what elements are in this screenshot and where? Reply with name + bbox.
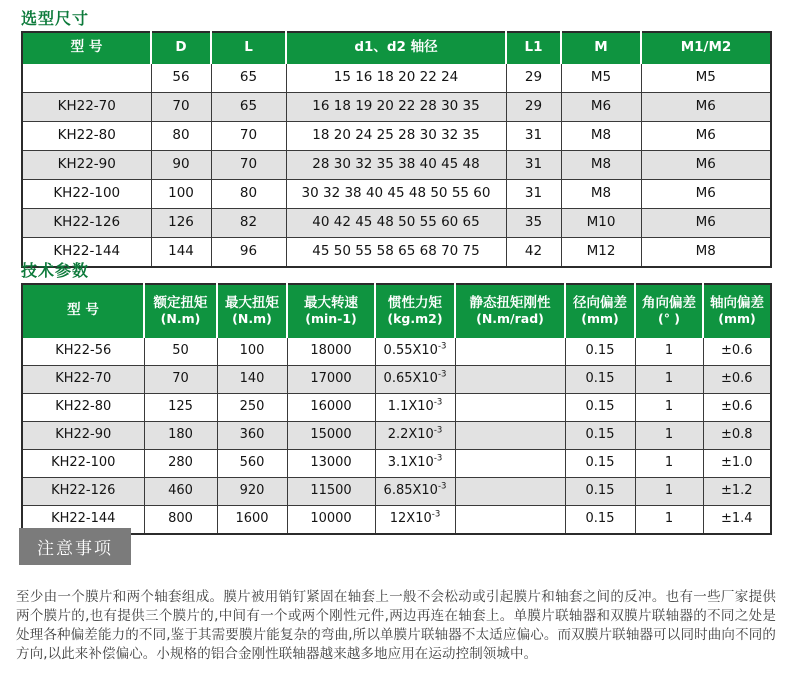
cell-l: 65 bbox=[211, 64, 286, 93]
cell-shaft-diameters: 28 30 32 35 38 40 45 48 bbox=[286, 151, 506, 180]
table-row bbox=[22, 122, 771, 151]
inertia-exponent: -3 bbox=[437, 369, 447, 380]
cell-max-speed: 16000 bbox=[287, 394, 375, 422]
column-header-model: 型 号 bbox=[22, 32, 151, 64]
table-row bbox=[22, 180, 771, 209]
column-header-shaft-diameters: d1、d2 轴径 bbox=[286, 32, 506, 64]
column-header-name: 轴向偏差 bbox=[710, 294, 764, 311]
sizing-dimensions-table bbox=[21, 31, 772, 268]
cell-shaft-diameters: 45 50 55 58 65 68 70 75 bbox=[286, 238, 506, 268]
column-header-name: 额定扭矩 bbox=[153, 294, 208, 311]
cell-rated-torque: 460 bbox=[144, 478, 217, 506]
cell-rated-torque: 70 bbox=[144, 366, 217, 394]
technical-parameters-table bbox=[21, 283, 772, 535]
cell-shaft-diameters: 40 42 45 48 50 55 60 65 bbox=[286, 209, 506, 238]
column-header-l: L bbox=[211, 32, 286, 64]
column-header-unit: (N.m) bbox=[160, 311, 201, 327]
table-row bbox=[22, 238, 771, 268]
cell-max-torque: 140 bbox=[217, 366, 287, 394]
cell-shaft-diameters: 18 20 24 25 28 30 32 35 bbox=[286, 122, 506, 151]
column-header-static-torque-rigidity bbox=[455, 284, 565, 338]
column-header-l1: L1 bbox=[506, 32, 561, 64]
cell-shaft-diameters: 30 32 38 40 45 48 50 55 60 bbox=[286, 180, 506, 209]
cell-m: M8 bbox=[561, 180, 641, 209]
column-header-unit: (mm) bbox=[718, 311, 756, 327]
cell-d: 90 bbox=[151, 151, 211, 180]
cell-model: KH22-90 bbox=[22, 151, 151, 180]
column-header-max-speed bbox=[287, 284, 375, 338]
cell-inertia: $2.2X10^{-3}$ bbox=[375, 422, 455, 450]
cell-static-torque-rigidity bbox=[455, 422, 565, 450]
table-row bbox=[22, 366, 771, 394]
cell-rated-torque: 50 bbox=[144, 338, 217, 366]
cell-m1-m2: M8 bbox=[641, 238, 771, 268]
cell-max-speed: 11500 bbox=[287, 478, 375, 506]
cell-l1: 31 bbox=[506, 180, 561, 209]
column-header-radial-deviation bbox=[565, 284, 635, 338]
cell-max-torque: 1600 bbox=[217, 506, 287, 535]
cell-static-torque-rigidity bbox=[455, 478, 565, 506]
cell-angular-deviation: 1 bbox=[635, 450, 703, 478]
cell-m: M8 bbox=[561, 122, 641, 151]
cell-model bbox=[22, 64, 151, 93]
cell-l1: 35 bbox=[506, 209, 561, 238]
column-header-m1-m2: M1/M2 bbox=[641, 32, 771, 64]
cell-model: KH22-100 bbox=[22, 450, 144, 478]
cell-m1-m2: M5 bbox=[641, 64, 771, 93]
cell-d: 56 bbox=[151, 64, 211, 93]
section-title-sizing: 选型尺寸 bbox=[21, 9, 90, 28]
params-table-body bbox=[22, 338, 771, 535]
cell-m1-m2: M6 bbox=[641, 93, 771, 122]
cell-inertia: $12X10^{-3}$ bbox=[375, 506, 455, 535]
cell-l1: 31 bbox=[506, 151, 561, 180]
cell-radial-deviation: 0.15 bbox=[565, 366, 635, 394]
table-row bbox=[22, 93, 771, 122]
column-header-unit: (min-1) bbox=[305, 311, 357, 327]
table-row bbox=[22, 338, 771, 366]
cell-angular-deviation: 1 bbox=[635, 422, 703, 450]
cell-l1: 29 bbox=[506, 64, 561, 93]
cell-radial-deviation: 0.15 bbox=[565, 450, 635, 478]
column-header-name: 最大转速 bbox=[304, 294, 358, 311]
column-header-unit: (N.m) bbox=[232, 311, 272, 327]
column-header-model bbox=[22, 284, 144, 338]
cell-max-torque: 100 bbox=[217, 338, 287, 366]
column-header-unit: (N.m/rad) bbox=[476, 311, 544, 327]
cell-l: 70 bbox=[211, 122, 286, 151]
notice-body-text: 至少由一个膜片和两个轴套组成。膜片被用销钉紧固在轴套上一般不会松动或引起膜片和轴套之间的反冲。也有一些厂家提供两个膜片的,也有提供三个膜片的,中间有一个或两个刚性元件,两边再连在轴套上。单膜片联轴器和双膜片联轴器的不同之处是处理各种偏差能力的不同,鉴于其需要膜片能复杂的弯曲,所以单膜片联轴器不太适应偏心。而双膜片联轴器可以同时曲向不同的方向,以此来补偿偏心。小规格的铝合金刚性联轴器越来越多地应用在运动控制领城中。 bbox=[16, 588, 776, 662]
cell-inertia: $1.1X10^{-3}$ bbox=[375, 394, 455, 422]
inertia-exponent: -3 bbox=[433, 453, 443, 464]
cell-angular-deviation: 1 bbox=[635, 394, 703, 422]
cell-inertia: $0.55X10^{-3}$ bbox=[375, 338, 455, 366]
cell-model: KH22-70 bbox=[22, 366, 144, 394]
section-title-technical-parameters: 技术参数 bbox=[21, 261, 90, 280]
table-row bbox=[22, 394, 771, 422]
cell-angular-deviation: 1 bbox=[635, 506, 703, 535]
column-header-name: 最大扭矩 bbox=[225, 294, 279, 311]
table-header-row bbox=[22, 284, 771, 338]
column-header-unit: (kg.m2) bbox=[387, 311, 443, 327]
cell-shaft-diameters: 16 18 19 20 22 28 30 35 bbox=[286, 93, 506, 122]
inertia-exponent: -3 bbox=[433, 425, 443, 436]
cell-l1: 42 bbox=[506, 238, 561, 268]
cell-model: KH22-126 bbox=[22, 478, 144, 506]
cell-m: M10 bbox=[561, 209, 641, 238]
cell-m: M12 bbox=[561, 238, 641, 268]
cell-angular-deviation: 1 bbox=[635, 478, 703, 506]
cell-m: M5 bbox=[561, 64, 641, 93]
column-header-inertia bbox=[375, 284, 455, 338]
cell-d: 144 bbox=[151, 238, 211, 268]
cell-axial-deviation: ±1.4 bbox=[703, 506, 771, 535]
cell-rated-torque: 800 bbox=[144, 506, 217, 535]
column-header-unit: (mm) bbox=[581, 311, 619, 327]
column-header-name: 型 号 bbox=[67, 302, 99, 319]
cell-l1: 29 bbox=[506, 93, 561, 122]
cell-d: 126 bbox=[151, 209, 211, 238]
cell-d: 70 bbox=[151, 93, 211, 122]
cell-max-speed: 10000 bbox=[287, 506, 375, 535]
column-header-unit: (° ) bbox=[657, 311, 681, 327]
cell-inertia: $3.1X10^{-3}$ bbox=[375, 450, 455, 478]
cell-l1: 31 bbox=[506, 122, 561, 151]
column-header-m: M bbox=[561, 32, 641, 64]
cell-axial-deviation: ±0.8 bbox=[703, 422, 771, 450]
column-header-name: 静态扭矩刚性 bbox=[469, 294, 551, 311]
cell-rated-torque: 125 bbox=[144, 394, 217, 422]
table-row bbox=[22, 478, 771, 506]
column-header-d: D bbox=[151, 32, 211, 64]
cell-static-torque-rigidity bbox=[455, 394, 565, 422]
table-row bbox=[22, 506, 771, 535]
cell-axial-deviation: ±1.0 bbox=[703, 450, 771, 478]
inertia-exponent: -3 bbox=[431, 509, 441, 520]
cell-static-torque-rigidity bbox=[455, 450, 565, 478]
cell-inertia: $0.65X10^{-3}$ bbox=[375, 366, 455, 394]
cell-m: M8 bbox=[561, 151, 641, 180]
table-header-row bbox=[22, 32, 771, 64]
cell-radial-deviation: 0.15 bbox=[565, 422, 635, 450]
cell-model: KH22-144 bbox=[22, 506, 144, 535]
cell-d: 100 bbox=[151, 180, 211, 209]
column-header-max-torque bbox=[217, 284, 287, 338]
cell-model: KH22-144 bbox=[22, 238, 151, 268]
column-header-rated-torque bbox=[144, 284, 217, 338]
inertia-exponent: -3 bbox=[433, 397, 443, 408]
cell-m1-m2: M6 bbox=[641, 122, 771, 151]
cell-shaft-diameters: 15 16 18 20 22 24 bbox=[286, 64, 506, 93]
cell-l: 65 bbox=[211, 93, 286, 122]
cell-model: KH22-80 bbox=[22, 394, 144, 422]
table-row bbox=[22, 450, 771, 478]
cell-max-torque: 250 bbox=[217, 394, 287, 422]
cell-model: KH22-90 bbox=[22, 422, 144, 450]
cell-radial-deviation: 0.15 bbox=[565, 394, 635, 422]
cell-max-speed: 13000 bbox=[287, 450, 375, 478]
cell-inertia: $6.85X10^{-3}$ bbox=[375, 478, 455, 506]
cell-rated-torque: 180 bbox=[144, 422, 217, 450]
cell-axial-deviation: ±0.6 bbox=[703, 394, 771, 422]
cell-l: 96 bbox=[211, 238, 286, 268]
cell-model: KH22-100 bbox=[22, 180, 151, 209]
cell-max-speed: 17000 bbox=[287, 366, 375, 394]
table-row bbox=[22, 209, 771, 238]
cell-m1-m2: M6 bbox=[641, 180, 771, 209]
column-header-name: 惯性力矩 bbox=[388, 294, 442, 311]
cell-max-speed: 18000 bbox=[287, 338, 375, 366]
cell-static-torque-rigidity bbox=[455, 366, 565, 394]
cell-max-speed: 15000 bbox=[287, 422, 375, 450]
cell-l: 82 bbox=[211, 209, 286, 238]
cell-d: 80 bbox=[151, 122, 211, 151]
cell-model: KH22-56 bbox=[22, 338, 144, 366]
cell-axial-deviation: ±1.2 bbox=[703, 478, 771, 506]
cell-angular-deviation: 1 bbox=[635, 366, 703, 394]
table-row bbox=[22, 151, 771, 180]
cell-max-torque: 360 bbox=[217, 422, 287, 450]
column-header-name: 角向偏差 bbox=[642, 294, 696, 311]
cell-l: 70 bbox=[211, 151, 286, 180]
cell-radial-deviation: 0.15 bbox=[565, 478, 635, 506]
cell-static-torque-rigidity bbox=[455, 338, 565, 366]
cell-m: M6 bbox=[561, 93, 641, 122]
cell-radial-deviation: 0.15 bbox=[565, 506, 635, 535]
column-header-axial-deviation bbox=[703, 284, 771, 338]
cell-model: KH22-126 bbox=[22, 209, 151, 238]
cell-static-torque-rigidity bbox=[455, 506, 565, 535]
cell-max-torque: 560 bbox=[217, 450, 287, 478]
cell-l: 80 bbox=[211, 180, 286, 209]
table-row bbox=[22, 64, 771, 93]
cell-axial-deviation: ±0.6 bbox=[703, 338, 771, 366]
cell-radial-deviation: 0.15 bbox=[565, 338, 635, 366]
cell-angular-deviation: 1 bbox=[635, 338, 703, 366]
cell-model: KH22-70 bbox=[22, 93, 151, 122]
inertia-exponent: -3 bbox=[437, 341, 447, 352]
cell-max-torque: 920 bbox=[217, 478, 287, 506]
cell-model: KH22-80 bbox=[22, 122, 151, 151]
sizing-table-body bbox=[22, 64, 771, 268]
cell-rated-torque: 280 bbox=[144, 450, 217, 478]
inertia-exponent: -3 bbox=[437, 481, 447, 492]
notice-badge: 注意事项 bbox=[19, 528, 131, 565]
table-row bbox=[22, 422, 771, 450]
cell-m1-m2: M6 bbox=[641, 209, 771, 238]
column-header-angular-deviation bbox=[635, 284, 703, 338]
cell-m1-m2: M6 bbox=[641, 151, 771, 180]
column-header-name: 径向偏差 bbox=[573, 294, 627, 311]
cell-axial-deviation: ±0.6 bbox=[703, 366, 771, 394]
